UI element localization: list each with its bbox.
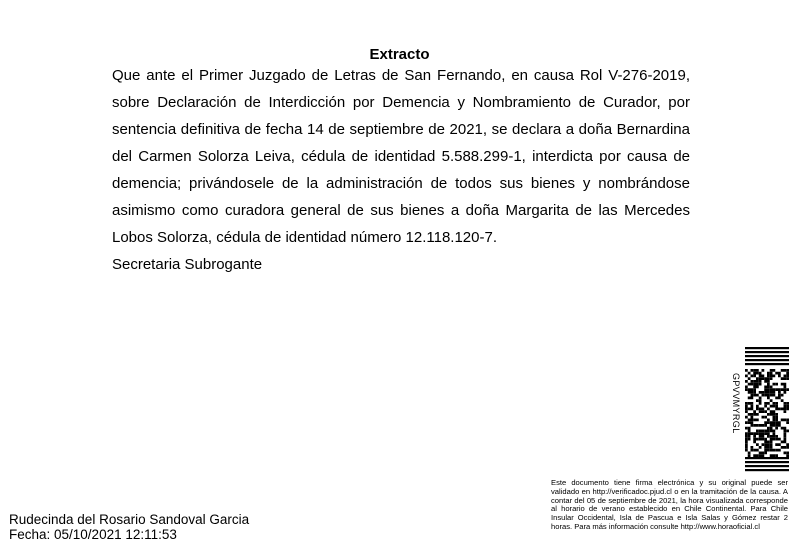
document-body xyxy=(112,62,690,278)
document-title: Extracto xyxy=(369,46,430,63)
signature-line: Secretaria Subrogante xyxy=(112,256,263,273)
signature-date: Fecha: 05/10/2021 12:11:53 xyxy=(9,527,177,542)
signer-block xyxy=(9,512,249,542)
extract-paragraph: Que ante el Primer Juzgado de Letras de San Fernando, en causa Rol V-276-2019, sobre Declaración de Interdicción por Demencia y Nombramiento de Curador, por sentencia definitiva de fecha 14 de septiembre de 2021, se declara a doña Bernardina del Carmen Solorza Leiva, cédula de identidad 5.588.299-1, interdicta por causa de demencia; privándosele de la administración de todos sus bienes y nombrándose asimismo como curadora general de sus bienes a doña Margarita de las Mercedes Lobos Solorza, cédula de identidad número 12.118.120-7. xyxy=(112,67,690,246)
verification-code: GPVVMYRGL xyxy=(731,373,741,434)
signer-name: Rudecinda del Rosario Sandoval Garcia xyxy=(9,512,250,527)
electronic-signature-notice: Este documento tiene firma electrónica y su original puede ser validado en http://verificadoc.pjud.cl o en la tramitación de la causa. A contar del 05 de septiembre de 2021, la hora visualizada corresponde al horario de verano establecido en Chile Continental. Para Chile Insular Occidental, Isla de Pascua e Isla Salas y Gómez restar 2 horas. Para más información consulte http://www.horaoficial.cl xyxy=(551,478,788,531)
verification-barcode xyxy=(745,345,789,475)
